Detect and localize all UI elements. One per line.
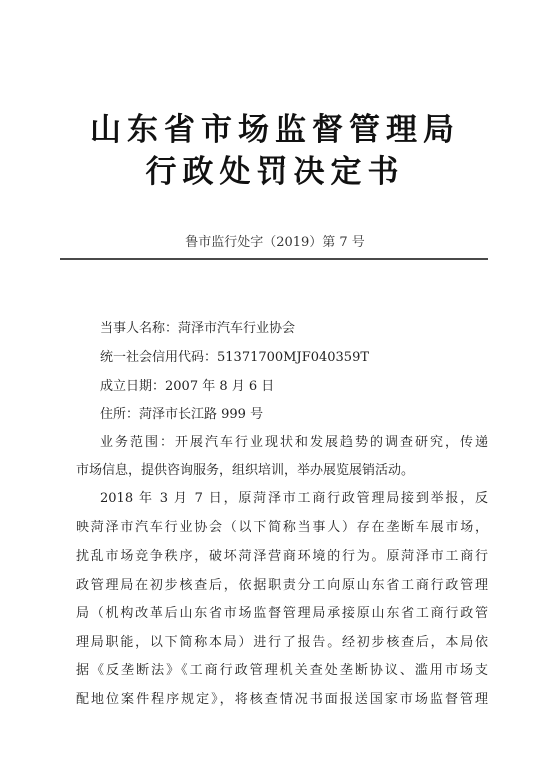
paragraph-line: 扰乱市场竞争秩序，破坏菏泽营商环境的行为。原菏泽市工商行	[76, 549, 488, 564]
paragraph-line: 理局职能，以下简称本局）进行了报告。经初步核查后，本局依	[76, 635, 488, 650]
paragraph-line: 据《反垄断法》《工商行政管理机关查处垄断协议、滥用市场支	[76, 663, 488, 678]
document-title-line-1: 山东省市场监督管理局	[90, 112, 460, 148]
business-scope-line: 市场信息，提供咨询服务，组织培训，举办展览展销活动。	[76, 463, 415, 478]
document-title-line-2: 行政处罚决定书	[145, 154, 405, 190]
paragraph-line: 政管理局在初步核查后，依据职责分工向原山东省工商行政管理	[76, 578, 488, 593]
party-name: 当事人名称：菏泽市汽车行业协会	[100, 321, 296, 336]
document-number: 鲁市监行处字（2019）第 7 号	[185, 235, 365, 250]
paragraph-line: 2018 年 3 月 7 日，原菏泽市工商行政管理局接到举报，反	[100, 491, 488, 506]
paragraph-line: 配地位案件程序规定》，将核查情况书面报送国家市场监督管理	[76, 692, 488, 707]
paragraph-line: 映菏泽市汽车行业协会（以下简称当事人）存在垄断车展市场，	[76, 520, 488, 535]
credit-code: 统一社会信用代码：51371700MJF040359T	[100, 350, 370, 365]
business-scope-line: 业务范围：开展汽车行业现状和发展趋势的调查研究，传递	[100, 435, 488, 450]
header-divider	[60, 258, 488, 260]
establishment-date: 成立日期：2007 年 8 月 6 日	[100, 379, 275, 394]
paragraph-line: 局（机构改革后山东省市场监督管理局承接原山东省工商行政管	[76, 606, 488, 621]
address: 住所：菏泽市长江路 999 号	[100, 407, 264, 422]
